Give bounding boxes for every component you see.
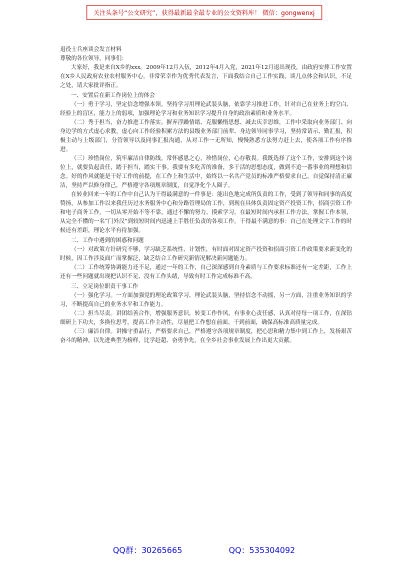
footer-contacts (0, 545, 408, 556)
paragraph-1-3: （三）珍惜岗位，筑牢廉洁自律防线。常怀感恩之心，珍惜岗位，心存敬畏。我既选择了这个工作，安排到这个岗位上，就要负起责任，踏于担当，踏实干事。我要有多吃苦的准备，多干活的思想态度，做到不追一番事业的理想和信念。好的作风就能是干好工作的前提，在工作上和生活中，始终以一名共产党员的标准严格要求自己，自觉保持清正廉洁，坚持严以修身律己，严格遵守各项规章制度，自觉净化个人圈子。 (60, 156, 352, 189)
section-heading-2: 二、工作中遇到的困惑和问题 (71, 238, 144, 244)
greeting: 尊敬的各位领导，同事们： (60, 56, 128, 62)
paragraph-2-2: （二）工作统筹协调能力还不足，通过一年的工作，自己深深感到自身素质与工作要求标准还有一定差距，工作上还有一些问题就出现把认识不足、没有工作头绪，导致有时工作完成标准不高。 (60, 265, 352, 280)
paragraph-2-1: （一）对政策方针研究不够，学习缺乏系统性、计划性，有时面对固定资产投资和招商引资工作政策要求新变化的时候，因工作涉及面广而掌握泛，缺乏结合工作研究新情况解决新问题能力。 (60, 247, 352, 262)
paragraph-3-3: （三）廉洁自律。讲操守重品行，严格要求自己，严格遵守各项规章制度，把心思和精力集中到工作上，发扬艰苦奋斗的精神，以先进典型为榜样，比学赶超、奋勇争先，在全乡社会事业发展上作出更大贡献。 (60, 329, 352, 344)
paragraph-1-4: 在转业回来一年的工作中自己认为干得最满意的一件事是：能出色地完成所负责的工作，受到了领导和同事的高度赞扬，从参加工作以来我任历过水务服务中心和分路管理局的工作，到现在具体负责固定资产投资工作，招商引资工作和电子商务工作，一切从零开始不等不靠，通过不懈的努力、摸索学习，在最短时间内承担工作方法，掌握工作本领，从完全不懂的一名“门外汉”到较短时间内迅速上手胜任负责的各项工作。干得最不满意的事：自己在处理文字工作的时候还有差距，理论水平有待加强。 (60, 192, 352, 234)
paragraph-3-1: （一）强化学习。一方面加强党的理论政策学习，理论武装头脑，坚持信念不动摇，另一方面，注重业务知识的学习，不断提高自己的业务水平和工作能力。 (60, 293, 352, 308)
paragraph-1-2: （二）秀于担当，奋力推进工作落实。摒弃浮躁情绪、克服懒惰思想、减去庆幸思维，工作中采取向业务部门、向身边学的方式虚心求教，虚心向工作经验积累方法的县级业务部门前辈、身边领导同事学习，坚持常请示、勤汇报，积极主动与上级部门，分管领导以及同事汇报沟通，从对工作一无所知，慢慢熟悉方法努力赶上去，使各项工作有序推进。 (60, 120, 352, 153)
paragraph-3-2: （二）担当尽责。讲团结善合作，增强服务意识，转变工作作风，有事业心责任感，认真对待每一项工作，在深钻细研上下功夫，多换位思考，提高工作主动性，尽量把工作想在前面、干到前面，确保高标准高质量完成。 (60, 311, 352, 326)
document-title: 退役士兵座谈会发言材料 (60, 47, 122, 53)
section-heading-3: 三、立足岗位职责干事工作 (71, 284, 139, 290)
promo-banner: 关注头条号“公文研究”，获得最新最全最专业的公文资料库！ 微信：gongwenxj (86, 5, 322, 20)
qq-label: QQ：535304092 (228, 546, 296, 555)
section-heading-1: 一、安置后在新工作岗位上的体会 (71, 93, 155, 99)
paragraph-1-1: （一）勇于学习，坚定信念增强本领。坚持学习用理论武装头脑，依靠学习推进工作，针对自己在业务上的空白、经验上的盲区，能力上的弱项，加强理论学习和业务知识学习提升自身的政治素质和业务水平。 (60, 102, 352, 117)
qq-group-label: QQ群：30265665 (112, 546, 183, 555)
intro-paragraph: 大家好，我是来自X乡的xxx。2009年12月入伍，2012年4月入党，2021年12月退出现役，由政府安排工作安置在X乡人民政府农业农村服务中心。非常荣幸作为优秀代表发言，下面我结合自己工作实践，谈几点体会和认识，不足之处，请大家批评指正。 (60, 65, 352, 89)
document-body (60, 46, 352, 346)
